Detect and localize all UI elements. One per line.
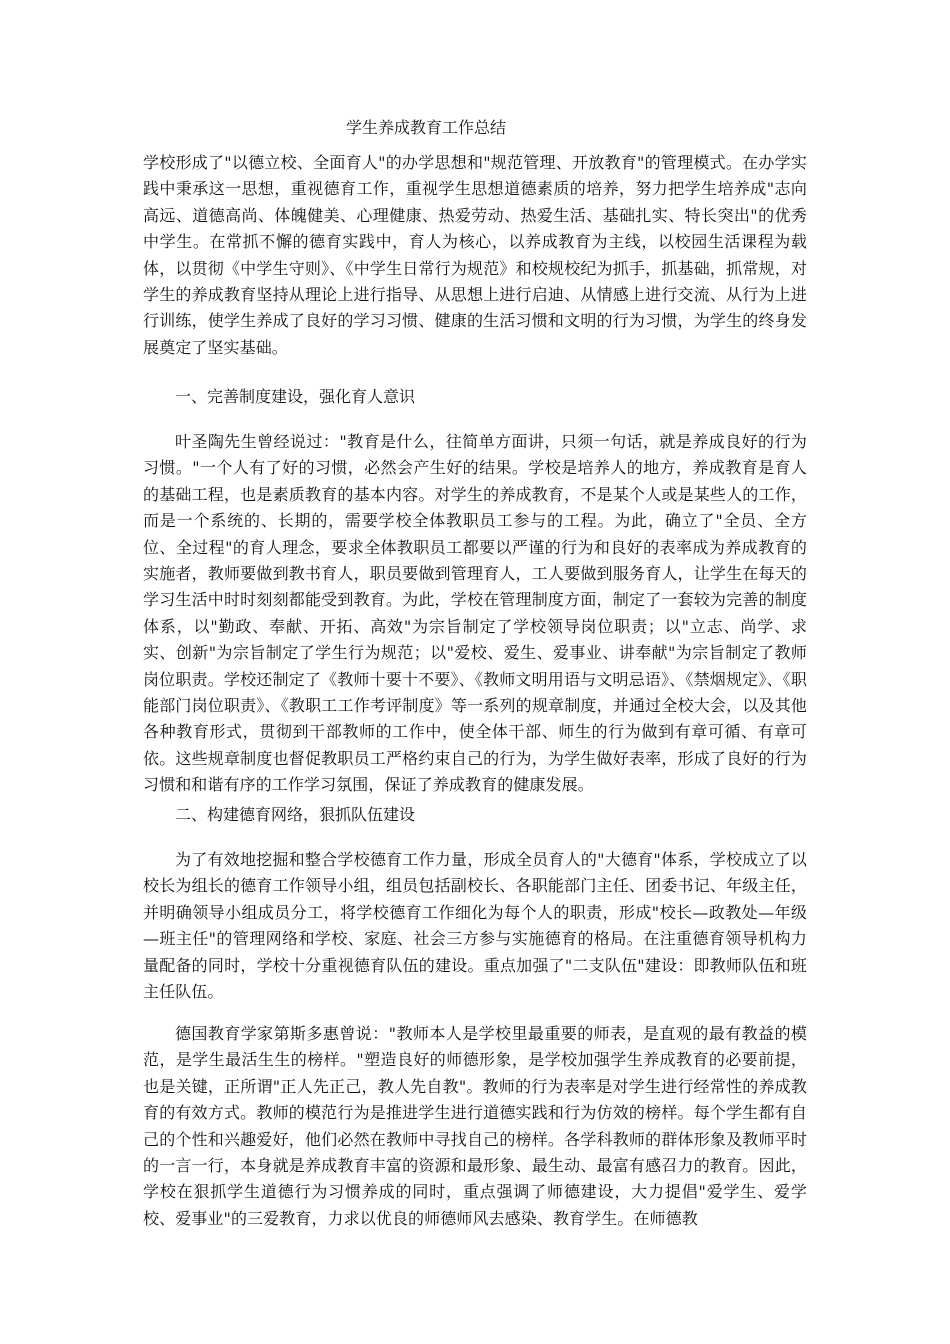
section-1-paragraph: 叶圣陶先生曾经说过："教育是什么，往简单方面讲，只须一句话，就是养成良好的行为习惯。"一个人有了好的习惯，必然会产生好的结果。学校是培养人的地方，养成教育是育人的基础工程，也是素质教育的基本内容。对学生的养成教育，不是某个人或是某些人的工作，而是一个系统的、长期的，需要学校全体教职员工参与的工程。为此，确立了"全员、全方位、全过程"的育人理念，要求全体教职员工都要以严谨的行为和良好的表率成为养成教育的实施者，教师要做到教书育人，职员要做到管理育人，工人要做到服务育人，让学生在每天的学习生活中时时刻刻都能受到教育。为此，学校在管理制度方面，制定了一套较为完善的制度体系，以"勤政、奉献、开拓、高效"为宗旨制定了学校领导岗位职责；以"立志、尚学、求实、创新"为宗旨制定了学生行为规范；以"爱校、爱生、爱事业、讲奉献"为宗旨制定了教师岗位职责。学校还制定了《教师十要十不要》、《教师文明用语与文明忌语》、《禁烟规定》、《职能部门岗位职责》、《教职工工作考评制度》等一系列的规章制度，并通过全校大会，以及其他各种教育形式，贯彻到干部教师的工作中，使全体干部、师生的行为做到有章可循、有章可依。这些规章制度也督促教职员工严格约束自己的行为，为学生做好表率，形成了良好的行为习惯和和谐有序的工作学习氛围，保证了养成教育的健康发展。 [143, 432, 807, 795]
section-heading-1: 一、完善制度建设，强化育人意识 [175, 387, 416, 406]
section-2-paragraph: 为了有效地挖掘和整合学校德育工作力量，形成全员育人的"大德育"体系，学校成立了以校长为组长的德育工作领导小组，组员包括副校长、各职能部门主任、团委书记、年级主任，并明确领导小组成员分工，将学校德育工作细化为每个人的职责，形成"校长—政教处—年级—班主任"的管理网络和学校、家庭、社会三方参与实施德育的格局。在注重德育领导机构力量配备的同时，学校十分重视德育队伍的建设。重点加强了"二支队伍"建设：即教师队伍和班主任队伍。 [143, 850, 807, 1002]
intro-paragraph: 学校形成了"以德立校、全面育人"的办学思想和"规范管理、开放教育"的管理模式。在办学实践中秉承这一思想，重视德育工作，重视学生思想道德素质的培养，努力把学生培养成"志向高远、道德高尚、体魄健美、心理健康、热爱劳动、热爱生活、基础扎实、特长突出"的优秀中学生。在常抓不懈的德育实践中，育人为核心，以养成教育为主线，以校园生活课程为载体，以贯彻《中学生守则》、《中学生日常行为规范》和校规校纪为抓手，抓基础，抓常规，对学生的养成教育坚持从理论上进行指导、从思想上进行启迪、从情感上进行交流、从行为上进行训练，使学生养成了良好的学习习惯、健康的生活习惯和文明的行为习惯，为学生的终身发展奠定了坚实基础。 [143, 153, 807, 357]
document-title: 学生养成教育工作总结 [346, 118, 507, 137]
section-heading-2: 二、构建德育网络，狠抓队伍建设 [175, 805, 416, 824]
section-2-paragraph-2: 德国教育学家第斯多惠曾说："教师本人是学校里最重要的师表，是直观的最有教益的模范，是学生最活生生的榜样。"塑造良好的师德形象，是学校加强学生养成教育的必要前提，也是关键，正所谓"正人先正己，教人先自教"。教师的行为表率是对学生进行经常性的养成教育的有效方式。教师的模范行为是推进学生进行道德实践和行为仿效的榜样。每个学生都有自己的个性和兴趣爱好，他们必然在教师中寻找自己的榜样。各学科教师的群体形象及教师平时的一言一行，本身就是养成教育丰富的资源和最形象、最生动、最富有感召力的教育。因此，学校在狠抓学生道德行为习惯养成的同时，重点强调了师德建设，大力提倡"爱学生、爱学校、爱事业"的三爱教育，力求以优良的师德师风去感染、教育学生。在师德教 [143, 1024, 807, 1228]
